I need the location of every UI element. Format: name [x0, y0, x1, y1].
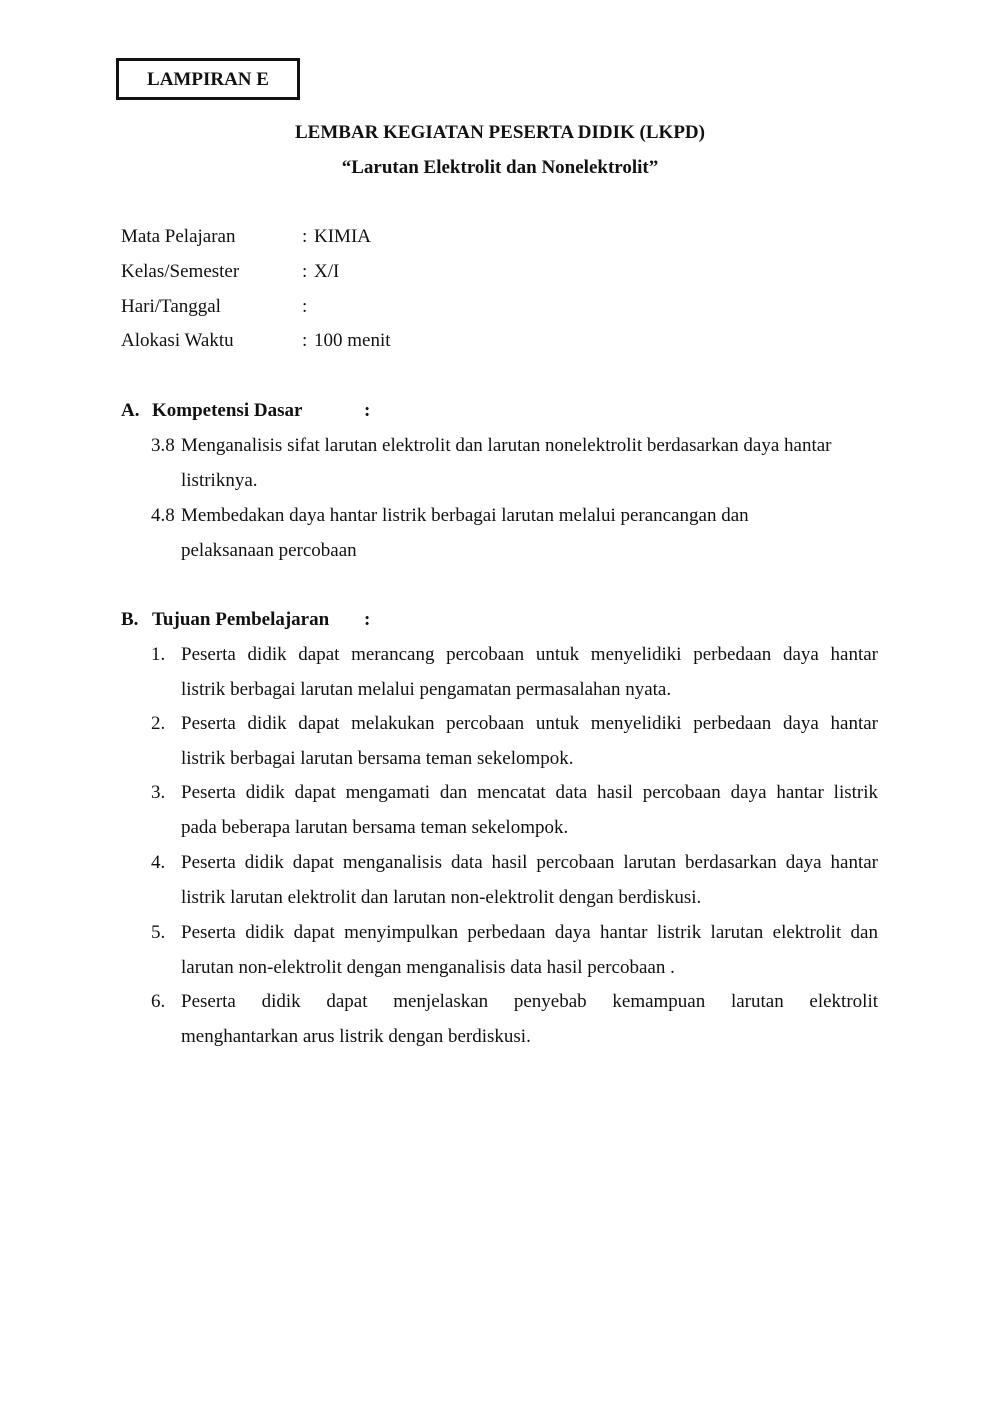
- info-label: Hari/Tanggal: [121, 296, 221, 317]
- item-number: 1.: [151, 644, 166, 665]
- info-label: Mata Pelajaran: [121, 226, 236, 247]
- info-label: Alokasi Waktu: [121, 330, 234, 351]
- section-colon: :: [364, 609, 371, 630]
- info-row-mata-pelajaran: [121, 219, 821, 254]
- item-number: 2.: [151, 713, 166, 734]
- item-number: 4.8: [151, 505, 175, 526]
- item-line: Peserta didik dapat menyimpulkan perbedaan daya hantar listrik larutan elektrolit dan: [181, 922, 878, 943]
- info-colon: :: [302, 261, 308, 282]
- document-title: LEMBAR KEGIATAN PESERTA DIDIK (LKPD): [295, 122, 705, 143]
- section-b-heading: [121, 602, 521, 637]
- item-text: [181, 775, 878, 845]
- item-line: listrik larutan elektrolit dan larutan non-elektrolit dengan berdiskusi.: [181, 887, 702, 908]
- item-line: listrik berbagai larutan melalui pengamatan permasalahan nyata.: [181, 679, 672, 700]
- item-text: [181, 915, 878, 985]
- info-row-hari-tanggal: [121, 289, 821, 324]
- info-colon: :: [302, 226, 308, 247]
- info-colon: :: [302, 330, 308, 351]
- item-text: [181, 984, 878, 1054]
- section-a-heading: [121, 393, 521, 428]
- info-value: KIMIA: [314, 226, 371, 247]
- item-text: [181, 637, 878, 707]
- section-title: Tujuan Pembelajaran: [152, 609, 330, 630]
- info-label: Kelas/Semester: [121, 261, 240, 282]
- item-number: 6.: [151, 991, 166, 1012]
- item-text: [181, 845, 878, 915]
- section-letter: B.: [121, 609, 139, 630]
- section-title: Kompetensi Dasar: [152, 400, 303, 421]
- item-line: menghantarkan arus listrik dengan berdiskusi.: [181, 1026, 531, 1047]
- item-text: Menganalisis sifat larutan elektrolit dan larutan nonelektrolit berdasarkan daya hantar: [181, 435, 832, 456]
- section-letter: A.: [121, 400, 140, 421]
- item-text: Membedakan daya hantar listrik berbagai larutan melalui perancangan dan: [181, 505, 749, 526]
- item-line: larutan non-elektrolit dengan menganalisis data hasil percobaan .: [181, 957, 675, 978]
- section-colon: :: [364, 400, 371, 421]
- item-text-continued: pelaksanaan percobaan: [181, 540, 357, 561]
- item-line: Peserta didik dapat merancang percobaan untuk menyelidiki perbedaan daya hantar: [181, 644, 878, 665]
- lampiran-label: LAMPIRAN E: [116, 58, 300, 100]
- info-row-alokasi-waktu: [121, 323, 821, 358]
- item-line: listrik berbagai larutan bersama teman sekelompok.: [181, 748, 574, 769]
- item-line: Peserta didik dapat menjelaskan penyebab kemampuan larutan elektrolit: [181, 991, 878, 1012]
- item-text-continued: listriknya.: [181, 470, 258, 491]
- item-number: 3.8: [151, 435, 175, 456]
- item-line: Peserta didik dapat melakukan percobaan untuk menyelidiki perbedaan daya hantar: [181, 713, 878, 734]
- item-number: 5.: [151, 922, 166, 943]
- item-text: [181, 706, 878, 776]
- item-line: pada beberapa larutan bersama teman sekelompok.: [181, 817, 569, 838]
- info-row-kelas-semester: [121, 254, 821, 289]
- item-number: 4.: [151, 852, 166, 873]
- info-colon: :: [302, 296, 308, 317]
- document-subtitle: “Larutan Elektrolit dan Nonelektrolit”: [341, 157, 659, 178]
- info-value: 100 menit: [314, 330, 391, 351]
- item-line: Peserta didik dapat mengamati dan mencatat data hasil percobaan daya hantar listrik: [181, 782, 878, 803]
- info-value: X/I: [314, 261, 340, 282]
- item-number: 3.: [151, 782, 166, 803]
- item-line: Peserta didik dapat menganalisis data hasil percobaan larutan berdasarkan daya hantar: [181, 852, 878, 873]
